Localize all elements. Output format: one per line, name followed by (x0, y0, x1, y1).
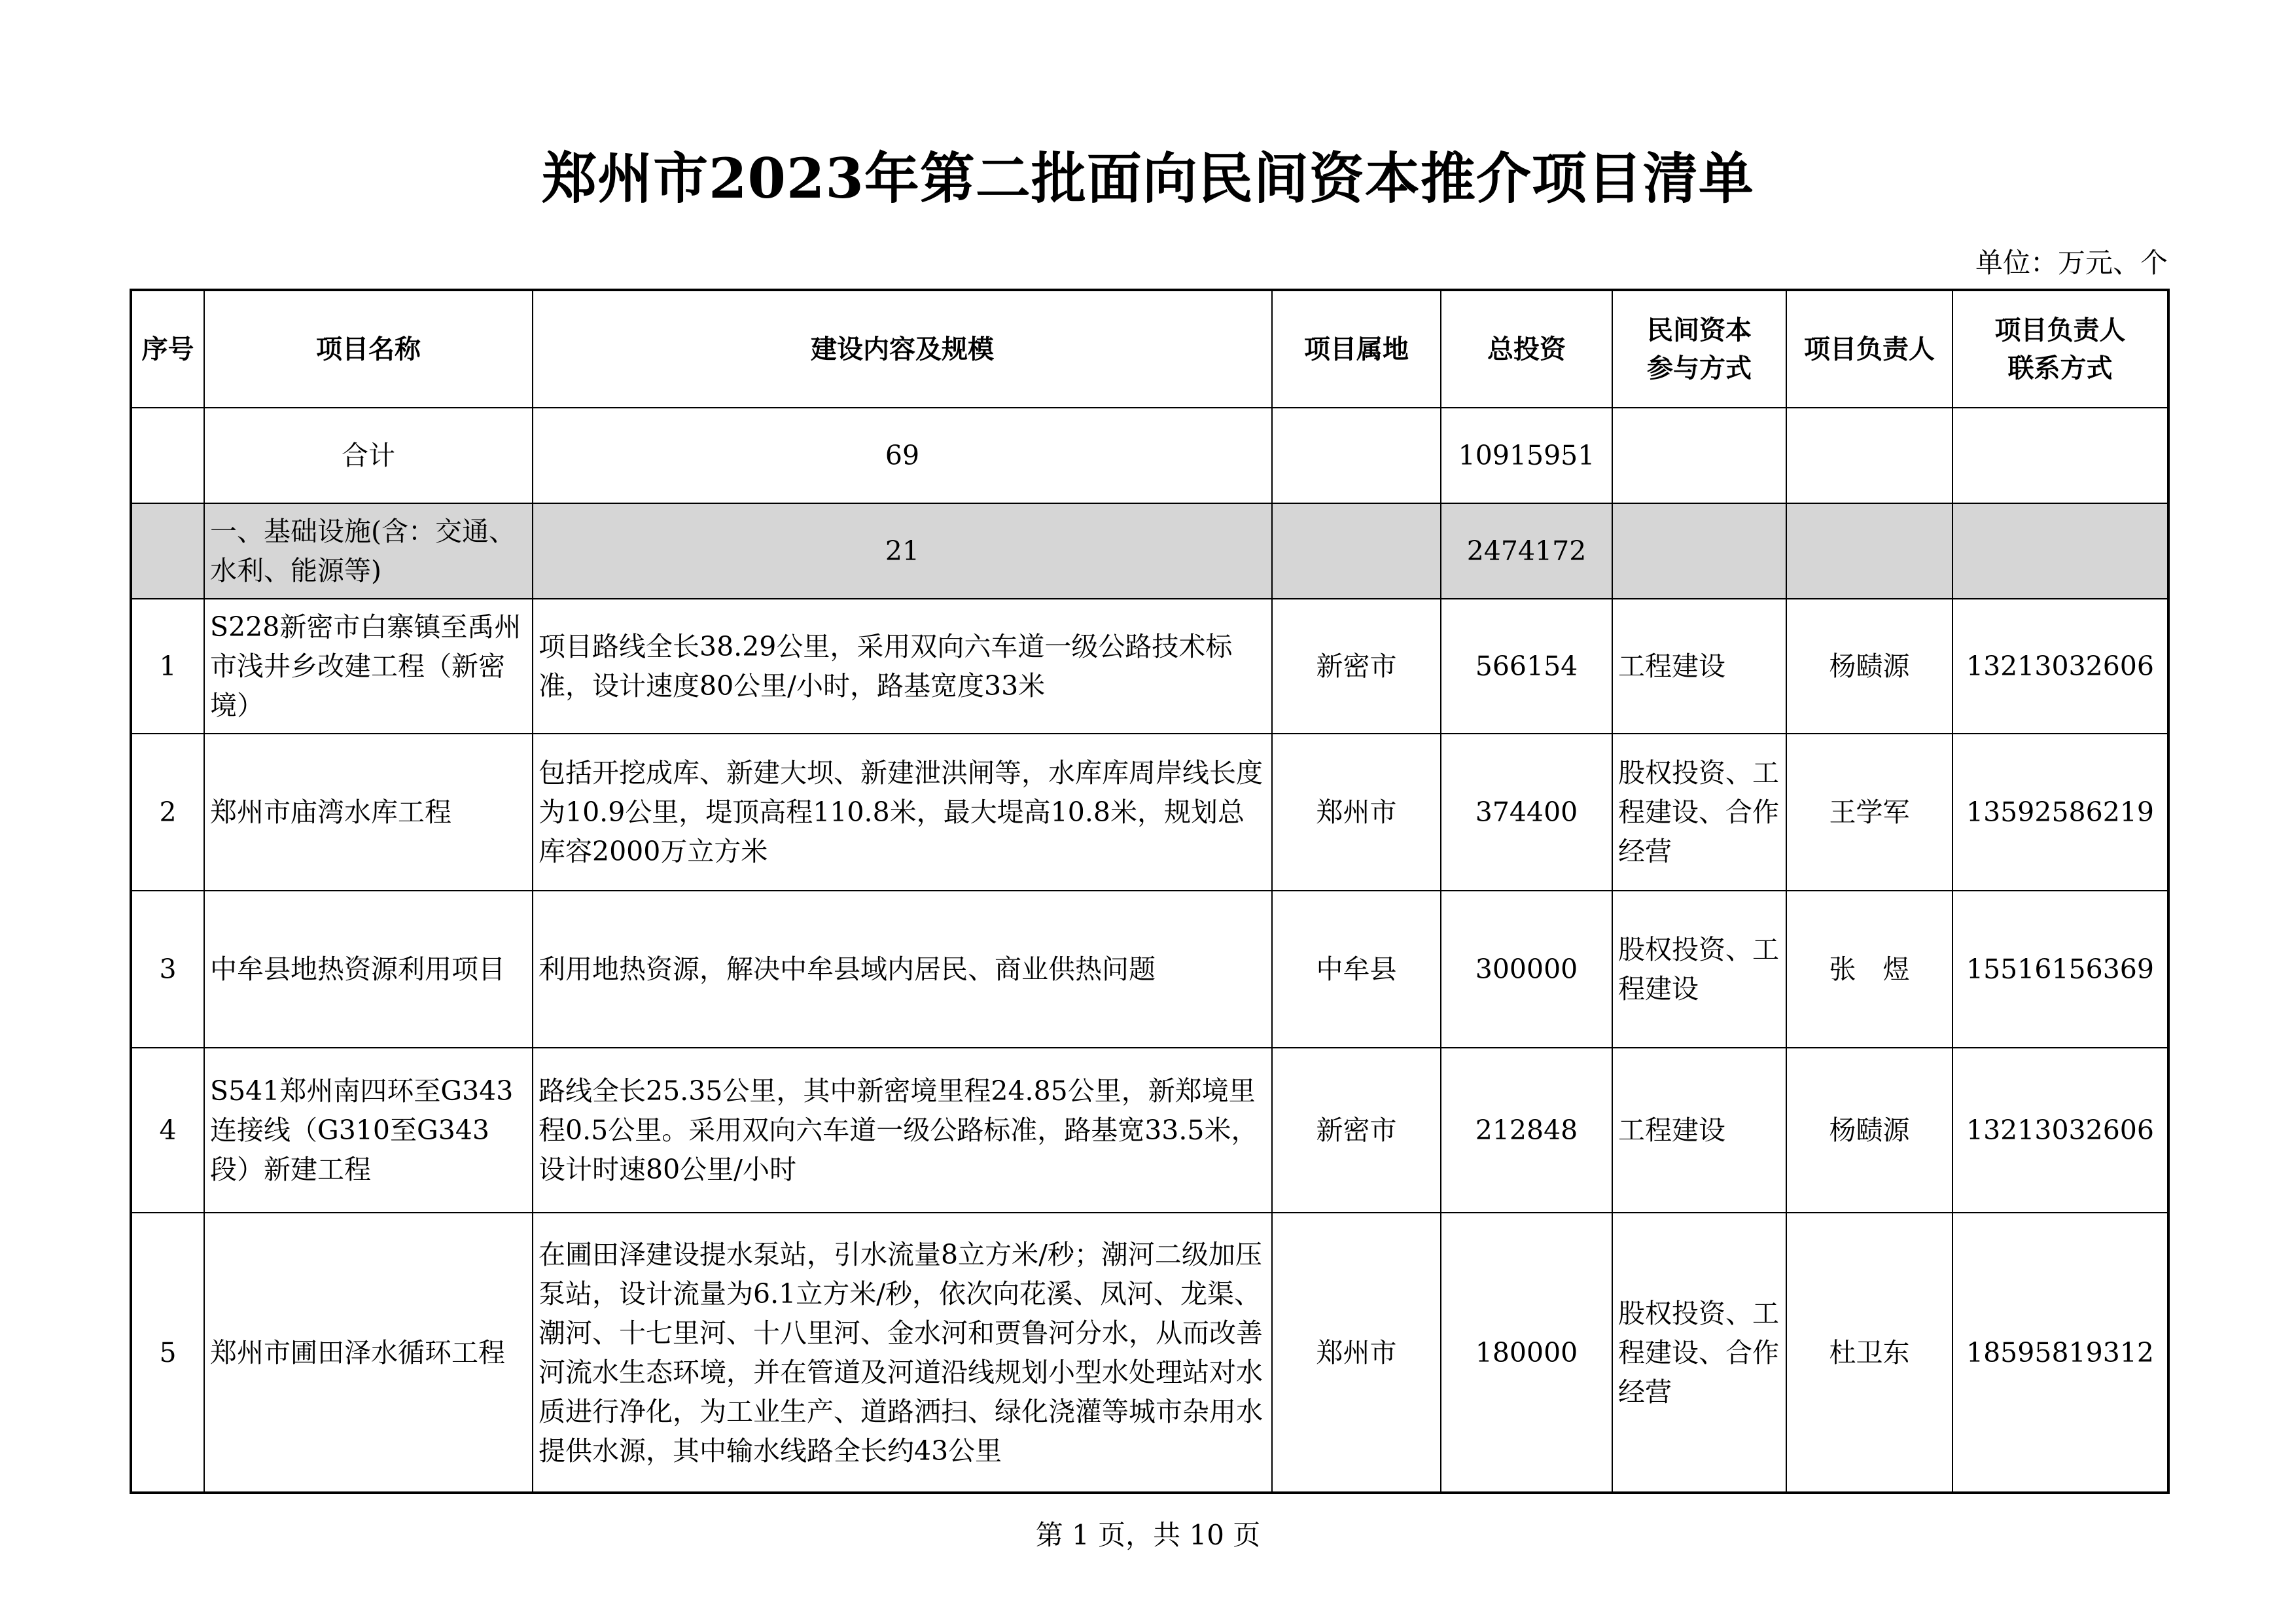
row-location: 新密市 (1272, 1048, 1441, 1213)
row-location: 郑州市 (1272, 734, 1441, 891)
table-row (131, 891, 2168, 1048)
row-mode: 股权投资、工程建设、合作经营 (1612, 1213, 1786, 1493)
page-footer: 第 1 页，共 10 页 (1035, 1519, 1261, 1551)
row-content: 路线全长25.35公里，其中新密境里程24.85公里，新郑境里程0.5公里。采用双向六车道一级公路标准，路基宽33.5米，设计时速80公里/小时 (533, 1048, 1272, 1213)
category-manager (1786, 503, 1952, 599)
total-label: 合计 (204, 408, 533, 503)
row-content: 项目路线全长38.29公里，采用双向六车道一级公路技术标准，设计速度80公里/小时，路基宽度33米 (533, 599, 1272, 734)
row-name: S228新密市白寨镇至禹州市浅井乡改建工程（新密境） (204, 599, 533, 734)
category-location (1272, 503, 1441, 599)
row-index: 1 (131, 599, 204, 734)
row-manager: 王学军 (1786, 734, 1952, 891)
row-name: S541郑州南四环至G343连接线（G310至G343段）新建工程 (204, 1048, 533, 1213)
row-contact: 13213032606 (1952, 1048, 2168, 1213)
header-contact: 项目负责人联系方式 (1952, 290, 2168, 408)
row-mode: 股权投资、工程建设、合作经营 (1612, 734, 1786, 891)
row-content: 包括开挖成库、新建大坝、新建泄洪闸等，水库库周岸线长度为10.9公里，堤顶高程110.8米，最大堤高10.8米，规划总库容2000万立方米 (533, 734, 1272, 891)
category-label: 一、基础设施(含：交通、水利、能源等) (204, 503, 533, 599)
header-index: 序号 (131, 290, 204, 408)
row-contact: 13213032606 (1952, 599, 2168, 734)
row-mode: 工程建设 (1612, 599, 1786, 734)
total-mode (1612, 408, 1786, 503)
total-contact (1952, 408, 2168, 503)
total-count: 69 (533, 408, 1272, 503)
row-manager: 杨赜源 (1786, 599, 1952, 734)
row-investment: 374400 (1441, 734, 1612, 891)
row-location: 中牟县 (1272, 891, 1441, 1048)
row-manager: 杜卫东 (1786, 1213, 1952, 1493)
row-contact: 13592586219 (1952, 734, 2168, 891)
row-investment: 566154 (1441, 599, 1612, 734)
table-row (131, 1213, 2168, 1493)
table-row (131, 599, 2168, 734)
category-count: 21 (533, 503, 1272, 599)
total-location (1272, 408, 1441, 503)
row-contact: 15516156369 (1952, 891, 2168, 1048)
row-index: 5 (131, 1213, 204, 1493)
row-mode: 股权投资、工程建设 (1612, 891, 1786, 1048)
row-content: 利用地热资源，解决中牟县域内居民、商业供热问题 (533, 891, 1272, 1048)
row-index: 4 (131, 1048, 204, 1213)
row-manager: 张 煜 (1786, 891, 1952, 1048)
header-content: 建设内容及规模 (533, 290, 1272, 408)
row-name: 中牟县地热资源利用项目 (204, 891, 533, 1048)
row-investment: 180000 (1441, 1213, 1612, 1493)
header-mode: 民间资本参与方式 (1612, 290, 1786, 408)
row-mode: 工程建设 (1612, 1048, 1786, 1213)
total-investment: 10915951 (1441, 408, 1612, 503)
header-name: 项目名称 (204, 290, 533, 408)
row-content: 在圃田泽建设提水泵站，引水流量8立方米/秒；潮河二级加压泵站，设计流量为6.1立方米/秒，依次向花溪、凤河、龙渠、潮河、十七里河、十八里河、金水河和贾鲁河分水，从而改善河流水生态环境，并在管道及河道沿线规划小型水处理站对水质进行净化，为工业生产、道路洒扫、绿化浇灌等城市杂用水提供水源，其中输水线路全长约43公里 (533, 1213, 1272, 1493)
row-investment: 300000 (1441, 891, 1612, 1048)
header-investment: 总投资 (1441, 290, 1612, 408)
table-header-row (131, 290, 2168, 408)
total-row (131, 408, 2168, 503)
category-mode (1612, 503, 1786, 599)
header-location: 项目属地 (1272, 290, 1441, 408)
row-name: 郑州市庙湾水库工程 (204, 734, 533, 891)
category-index (131, 503, 204, 599)
category-contact (1952, 503, 2168, 599)
total-index (131, 408, 204, 503)
total-manager (1786, 408, 1952, 503)
page-title: 郑州市2023年第二批面向民间资本推介项目清单 (542, 146, 1754, 211)
row-name: 郑州市圃田泽水循环工程 (204, 1213, 533, 1493)
unit-note: 单位：万元、个 (1975, 247, 2168, 279)
header-manager: 项目负责人 (1786, 290, 1952, 408)
row-location: 新密市 (1272, 599, 1441, 734)
row-manager: 杨赜源 (1786, 1048, 1952, 1213)
row-contact: 18595819312 (1952, 1213, 2168, 1493)
project-table (130, 289, 2170, 1494)
table-row (131, 1048, 2168, 1213)
row-investment: 212848 (1441, 1048, 1612, 1213)
category-investment: 2474172 (1441, 503, 1612, 599)
category-row (131, 503, 2168, 599)
row-location: 郑州市 (1272, 1213, 1441, 1493)
row-index: 3 (131, 891, 204, 1048)
row-index: 2 (131, 734, 204, 891)
table-row (131, 734, 2168, 891)
